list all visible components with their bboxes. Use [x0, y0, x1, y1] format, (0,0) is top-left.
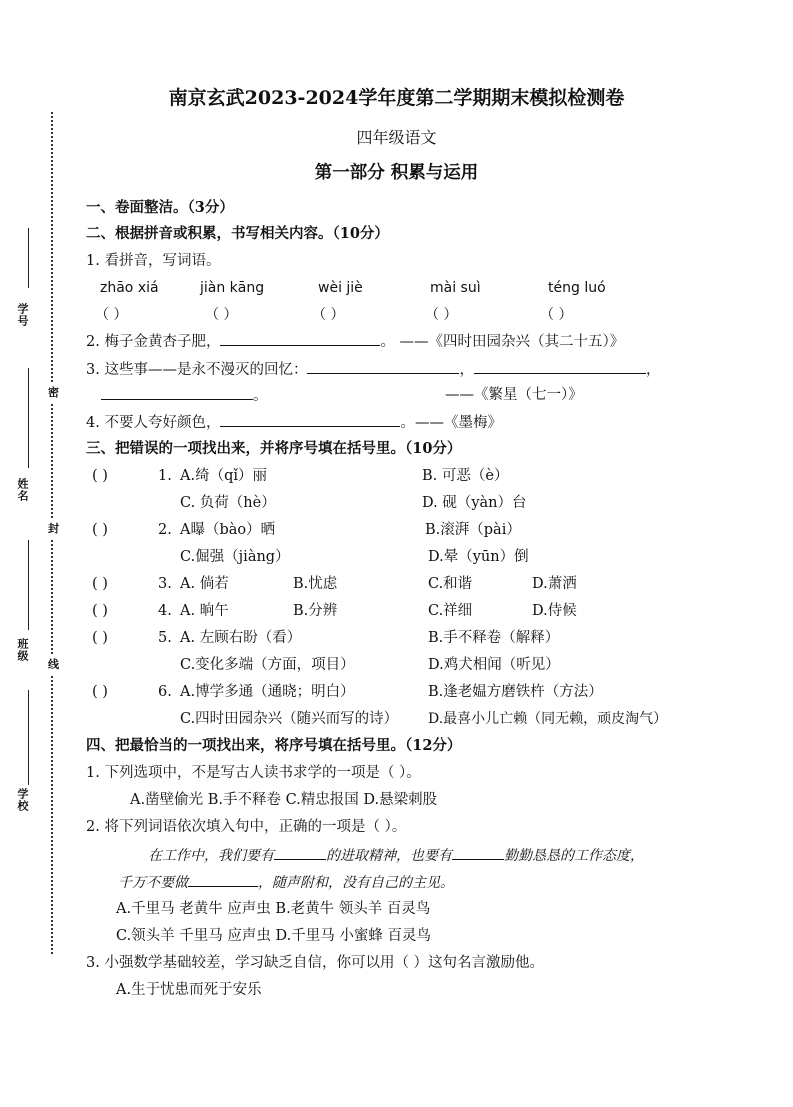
s3-q5-c: C.变化多端（方面，项目）	[180, 657, 355, 673]
s4-q2-blank-2[interactable]	[452, 845, 504, 860]
s4-q2-sentence-1	[148, 845, 644, 866]
s2-q4-blank[interactable]	[220, 412, 400, 427]
s3-q5-a: A. 左顾右盼（看）	[180, 630, 302, 646]
s3-q1-c: C. 负荷（hè）	[180, 495, 276, 511]
s3-q1-num: 1.	[158, 468, 172, 484]
s2-q4-prefix: 4. 不要人夸好颜色，	[86, 415, 221, 431]
s3-q6-b: B.逢老媪方磨铁杵（方法）	[428, 684, 603, 700]
s3-q2-b: B.滚湃（pài）	[425, 522, 521, 538]
s3-q3-c: C.和谐	[428, 576, 473, 592]
s3-q1-paren[interactable]: ( )	[92, 468, 108, 484]
s3-q2-d: D.晕（yūn）倒	[428, 549, 529, 565]
s4-q2-blank-3[interactable]	[188, 872, 258, 887]
s2-q3-blank-1[interactable]	[307, 359, 459, 374]
seal-mi: 密	[48, 382, 59, 402]
s4-q2-s2b: ，随声附和，没有自己的主见。	[258, 875, 454, 891]
s3-q2-a: A曝（bào）晒	[180, 522, 276, 538]
s3-q2-num: 2.	[158, 522, 172, 538]
s3-q4-paren[interactable]: ( )	[92, 603, 108, 619]
s3-q4-d: D.侍候	[532, 603, 577, 619]
s2-q3-cont	[101, 385, 268, 406]
s2-q3-blank-2[interactable]	[474, 359, 646, 374]
s2-q2-blank[interactable]	[220, 331, 380, 346]
section4-heading: 四、把最恰当的一项找出来，将序号填在括号里。（12分）	[86, 737, 462, 754]
pinyin-1: zhāo xiá	[100, 280, 159, 296]
answer-paren-4[interactable]: （ ）	[425, 307, 458, 323]
s4-q2-sentence-2	[118, 872, 454, 893]
s4-q3: 3. 小强数学基础较差，学习缺乏自信，你可以用（ ）这句名言激励他。	[86, 955, 545, 971]
s3-q4-c: C.祥细	[428, 603, 473, 619]
s2-q4	[86, 412, 502, 433]
school-label: 学校	[16, 788, 29, 812]
pinyin-2: jiàn kāng	[200, 280, 265, 296]
pinyin-5: téng luó	[548, 280, 606, 296]
s4-q3-option-a: A.生于忧患而死于安乐	[116, 982, 262, 998]
s2-q3-comma-2: ，	[645, 362, 661, 378]
s2-q2	[86, 331, 624, 352]
answer-paren-2[interactable]: （ ）	[205, 307, 238, 323]
s3-q6-paren[interactable]: ( )	[92, 684, 108, 700]
s3-q3-paren[interactable]: ( )	[92, 576, 108, 592]
id-underline	[28, 228, 29, 288]
s4-q2-s1c: 勤勤恳恳的工作态度，	[504, 848, 644, 864]
s3-q3-num: 3.	[158, 576, 172, 592]
s3-q5-num: 5.	[158, 630, 172, 646]
s2-q3-prefix: 3. 这些事——是永不漫灭的回忆：	[86, 362, 308, 378]
s3-q3-a: A. 倘若	[180, 576, 229, 592]
s2-q4-suffix: 。——《墨梅》	[400, 415, 502, 431]
s4-q1-options: A.凿壁偷光 B.手不释卷 C.精忠报国 D.悬梁刺股	[130, 792, 438, 808]
part-heading: 第一部分 积累与运用	[314, 163, 479, 183]
s3-q4-num: 4.	[158, 603, 172, 619]
s2-q3-source: ——《繁星（七一）》	[445, 387, 583, 403]
s4-q1: 1. 下列选项中，不是写古人读书求学的一项是（ ）。	[86, 765, 421, 781]
s3-q5-d: D.鸡犬相闻（听见）	[428, 657, 560, 673]
s2-q3-blank-3[interactable]	[101, 385, 253, 400]
s4-q2-options-2: C.领头羊 千里马 应声虫 D.千里马 小蜜蜂 百灵鸟	[116, 928, 431, 944]
s2-q1: 1. 看拼音，写词语。	[86, 253, 221, 269]
s4-q2-options-1: A.千里马 老黄牛 应声虫 B.老黄牛 领头羊 百灵鸟	[116, 901, 431, 917]
name-label: 姓名	[16, 478, 29, 502]
class-label: 班级	[16, 638, 29, 662]
school-underline	[28, 690, 29, 785]
s4-q2-s2a: 千万不要做	[118, 875, 188, 891]
exam-subtitle: 四年级语文	[356, 128, 437, 147]
s3-q2-paren[interactable]: ( )	[92, 522, 108, 538]
s4-q2-s1a: 在工作中，我们要有	[148, 848, 274, 864]
pinyin-4: mài suì	[430, 280, 481, 296]
s3-q1-a: A.绮（qǐ）丽	[180, 468, 267, 484]
s3-q5-paren[interactable]: ( )	[92, 630, 108, 646]
s3-q6-c: C.四时田园杂兴（随兴而写的诗）	[180, 711, 399, 727]
s3-q3-d: D.萧洒	[532, 576, 577, 592]
s3-q2-c: C.倔强（jiàng）	[180, 549, 290, 565]
s3-q1-d: D. 砚（yàn）台	[422, 495, 527, 511]
class-underline	[28, 368, 29, 468]
s2-q2-prefix: 2. 梅子金黄杏子肥，	[86, 334, 221, 350]
s3-q6-num: 6.	[158, 684, 172, 700]
s3-q6-d: D.最喜小儿亡赖（同无赖，顽皮淘气）	[428, 711, 668, 727]
answer-paren-1[interactable]: （ ）	[95, 307, 128, 323]
s3-q3-b: B.忧虑	[293, 576, 338, 592]
name-underline	[28, 540, 29, 630]
s4-q2: 2. 将下列词语依次填入句中，正确的一项是（ ）。	[86, 819, 407, 835]
s4-q2-blank-1[interactable]	[274, 845, 326, 860]
answer-paren-5[interactable]: （ ）	[540, 307, 573, 323]
section1-heading: 一、卷面整洁。（3分）	[86, 199, 234, 216]
s4-q2-s1b: 的进取精神，也要有	[326, 848, 452, 864]
exam-title: 南京玄武2023-2024学年度第二学期期末模拟检测卷	[168, 87, 625, 109]
s2-q3-comma: ，	[459, 362, 474, 378]
s2-q3	[86, 359, 660, 380]
s2-q2-suffix: 。 ——《四时田园杂兴（其二十五）》	[380, 334, 625, 350]
s3-q4-b: B.分辨	[293, 603, 338, 619]
seal-xian: 线	[48, 654, 59, 674]
s3-q5-b: B.手不释卷（解释）	[428, 630, 560, 646]
seal-feng: 封	[48, 518, 59, 538]
s3-q6-a: A.博学多通（通晓；明白）	[180, 684, 355, 700]
s3-q1-b: B. 可恶（è）	[422, 468, 509, 484]
section2-heading: 二、根据拼音或积累，书写相关内容。（10分）	[86, 225, 389, 242]
id-label: 学号	[16, 303, 29, 327]
pinyin-3: wèi jiè	[318, 280, 363, 296]
s2-q3-end: 。	[253, 388, 268, 404]
answer-paren-3[interactable]: （ ）	[312, 307, 345, 323]
section3-heading: 三、把错误的一项找出来，并将序号填在括号里。（10分）	[86, 440, 462, 457]
s3-q4-a: A. 晌午	[180, 603, 229, 619]
